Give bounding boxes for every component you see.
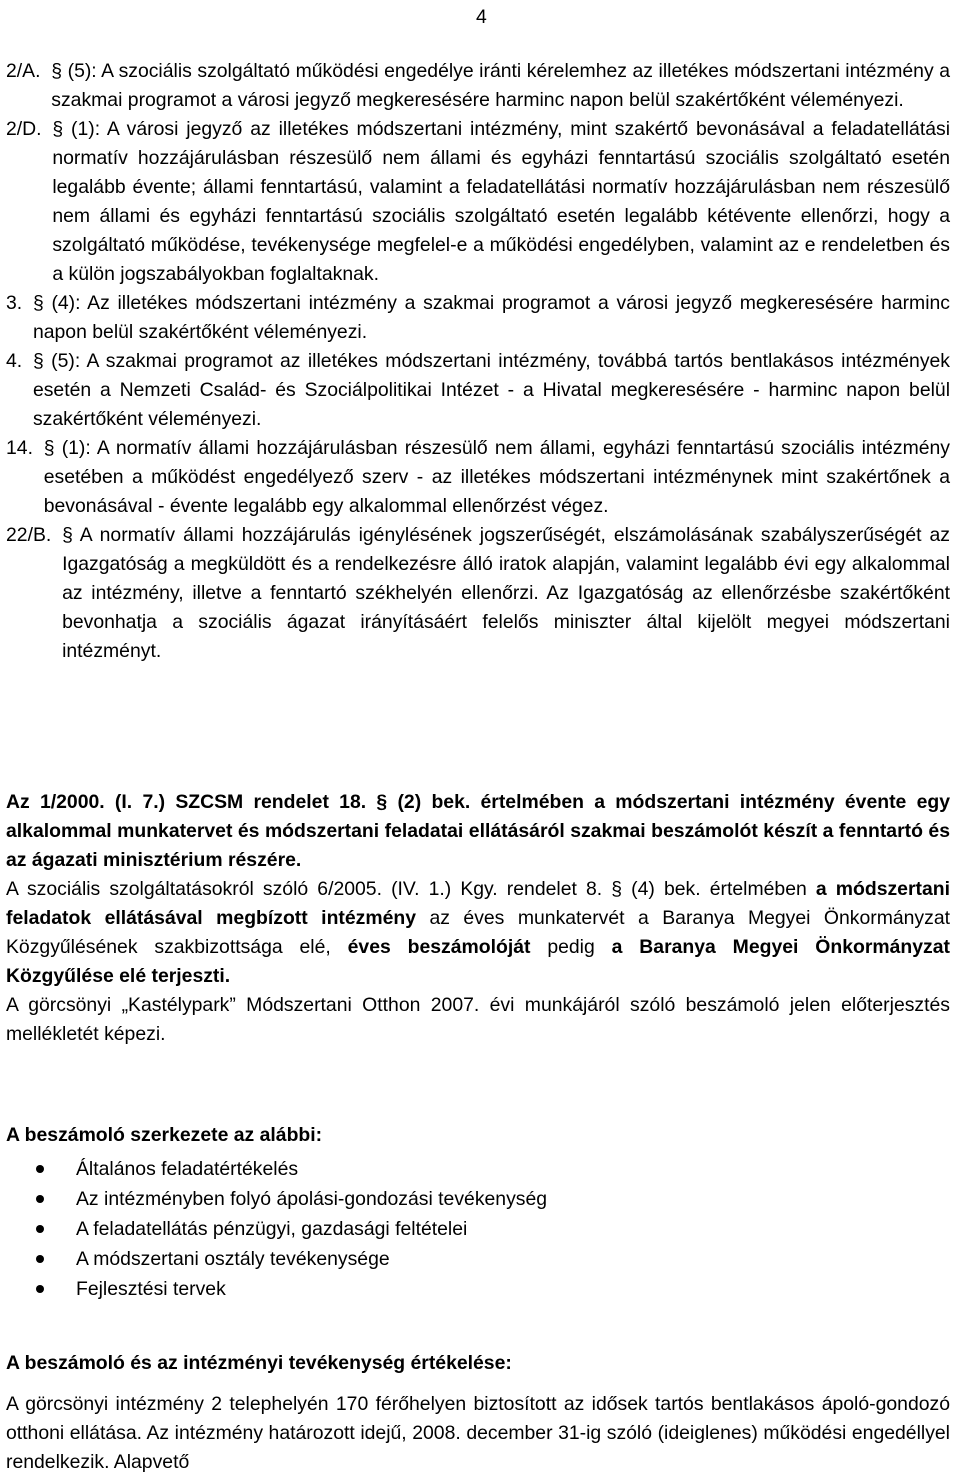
evaluation-heading: A beszámoló és az intézményi tevékenység értékelése:: [6, 1352, 512, 1374]
rule-item: [6, 289, 950, 347]
rule-item: [6, 521, 950, 666]
assignment-bold-3: a Baranya Megyei Önkormányzat Közgyűlése elé terjeszti.: [6, 936, 950, 987]
rule-item: [6, 434, 950, 521]
assignment-bold-1: a módszertani feladatok ellátásával megbízott intézmény: [6, 878, 950, 929]
structure-heading: A beszámoló szerkezete az alábbi:: [6, 1124, 323, 1146]
evaluation-section: [6, 1349, 950, 1477]
bullet-icon: [36, 1165, 44, 1173]
list-item-text: A feladatellátás pénzügyi, gazdasági feltételei: [76, 1217, 468, 1240]
rules-list: [6, 57, 950, 666]
assignment-paragraph: [6, 875, 950, 991]
assignment-text-2: az éves munkatervét a Baranya Megyei Önkormányzat Közgyűlésének szakbizottsága elé,: [6, 907, 950, 958]
list-item-text: Az intézményben folyó ápolási-gondozási tevékenység: [76, 1187, 548, 1210]
list-item: [6, 1244, 950, 1274]
list-item: [6, 1154, 950, 1184]
assignment-bold-2: éves beszámolóját: [347, 936, 531, 958]
assignment-text-3: pedig: [530, 936, 612, 958]
bullet-icon: [36, 1195, 44, 1203]
bullet-icon: [36, 1255, 44, 1263]
rule-text: § (1): A városi jegyző az illetékes módszertani intézmény, mint szakértő bevonásával a feladatellátási normatív hozzájárulásban részesülő nem állami és egyházi fenntartású szociális szolgáltató esetén legalább évente; állami fenntartású, valamint a feladatellátási normatív hozzájárulásban nem részesülő nem állami és egyházi fenntartású szociális szolgáltató esetén legalább kétévente ellenőrzi, hogy a szolgáltató működése, tevékenysége megfelel-e a működési engedélyben, valamint az e rendeletben és a külön jogszabályokban foglaltaknak.: [52, 118, 950, 285]
rule-text: § (1): A normatív állami hozzájárulásban részesülő nem állami, egyházi fenntartású szociális intézmény esetében a működést engedélyező szerv - az illetékes módszertani intézménynek mint szakértőnek a bevonásával - évente legalább egy alkalommal ellenőrzést végez.: [43, 437, 950, 517]
list-item-text: Általános feladatértékelés: [76, 1157, 299, 1180]
rule-label: 3.: [6, 292, 33, 314]
rule-item: [6, 57, 950, 115]
rule-text: § A normatív állami hozzájárulás igénylésének jogszerűségét, elszámolásának szabályszerűségét az Igazgatóság a megküldött és a rendelkezésre álló iratok alapján, valamint legalább évi egy alkalommal az intézmény, illetve a fenntartó székhelyén ellenőrzi. Az Igazgatóság az ellenőrzésbe szakértőként bevonhatja a szociális ágazat irányításáért felelős miniszter által kijelölt megyei módszertani intézményt.: [62, 524, 950, 662]
list-item: [6, 1184, 950, 1214]
assignment-text-1: A szociális szolgáltatásokról szóló 6/2005. (IV. 1.) Kgy. rendelet 8. § (4) bek. értelmében: [6, 878, 816, 900]
rule-label: 14.: [6, 437, 44, 459]
list-item: [6, 1274, 950, 1304]
decree-paragraph: Az 1/2000. (I. 7.) SZCSM rendelet 18. § (2) bek. értelmében a módszertani intézmény évente egy alkalommal munkatervet és módszertani feladatai ellátásáról szakmai beszámolót készít a fenntartó és az ágazati minisztérium részére.: [6, 791, 950, 871]
rule-label: 4.: [6, 350, 33, 372]
rule-label: 2/A.: [6, 60, 52, 82]
rule-item: [6, 347, 950, 434]
structure-section: [6, 1121, 950, 1304]
list-item-text: A módszertani osztály tevékenysége: [76, 1247, 390, 1270]
page-number: 4: [476, 6, 487, 28]
structure-list: [6, 1154, 950, 1304]
bullet-icon: [36, 1225, 44, 1233]
rule-text: § (5): A szociális szolgáltató működési engedélye iránti kérelemhez az illetékes módszertani intézmény a szakmai programot a városi jegyző megkeresésére harminc napon belül szakértőként véleményezi.: [51, 60, 950, 111]
list-item: [6, 1214, 950, 1244]
legal-paragraphs: [6, 788, 950, 1049]
rule-label: 2/D.: [6, 118, 53, 140]
rule-text: § (4): Az illetékes módszertani intézmény a szakmai programot a városi jegyző megkeresésére harminc napon belül szakértőként véleményezi.: [32, 292, 950, 343]
bullet-icon: [36, 1285, 44, 1293]
rule-text: § (5): A szakmai programot az illetékes módszertani intézmény, továbbá tartós bentlakásos intézmények esetén a Nemzeti Család- és Szociálpolitikai Intézet - a Hivatal megkeresésére - harminc napon belül szakértőként véleményezi.: [32, 350, 950, 430]
rule-item: [6, 115, 950, 289]
attachment-paragraph: A görcsönyi „Kastélypark” Módszertani Otthon 2007. évi munkájáról szóló beszámoló jelen előterjesztés mellékletét képezi.: [6, 994, 950, 1045]
list-item-text: Fejlesztési tervek: [76, 1277, 226, 1300]
rule-label: 22/B.: [6, 524, 63, 546]
evaluation-paragraph: A görcsönyi intézmény 2 telephelyén 170 férőhelyen biztosított az idősek tartós bentlakásos ápoló-gondozó otthoni ellátása. Az intézmény határozott idejű, 2008. december 31-ig szóló (ideiglenes) működési engedéllyel rendelkezik. Alapvető: [6, 1393, 950, 1473]
